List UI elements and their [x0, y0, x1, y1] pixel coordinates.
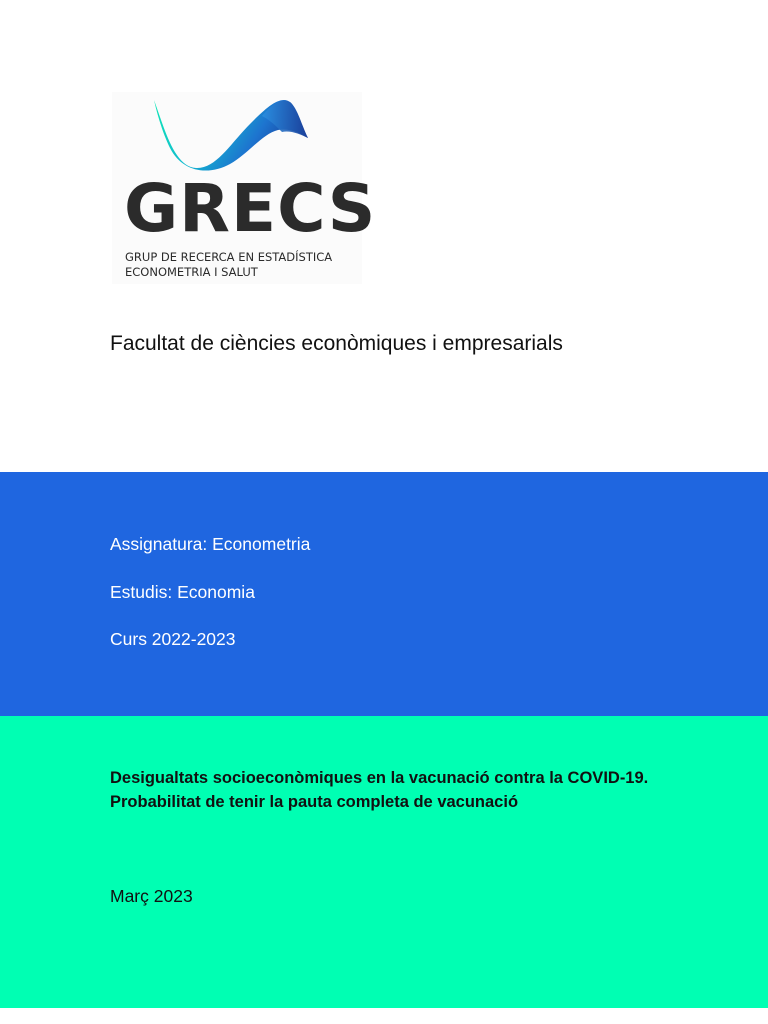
document-title: Desigualtats socioeconòmiques en la vacunació contra la COVID-19. Probabilitat de tenir la pauta completa de vacunació: [110, 769, 649, 811]
faculty-heading: Facultat de ciències econòmiques i empresarials: [110, 332, 563, 355]
logo-subtitle-line-2: ECONOMETRIA I SALUT: [125, 265, 258, 279]
grecs-logo: [112, 92, 377, 284]
logo-subtitle: [125, 250, 332, 280]
logo-subtitle-line-1: GRUP DE RECERCA EN ESTADÍSTICA: [125, 250, 333, 264]
title-band: [0, 716, 768, 1008]
course-info-band: [0, 472, 768, 716]
document-date: Març 2023: [110, 886, 193, 906]
course-year-label: Curs 2022-2023: [110, 629, 236, 649]
studies-label: Estudis: Economia: [110, 582, 255, 602]
wave-logo-icon: [112, 92, 362, 172]
subject-label: Assignatura: Econometria: [110, 534, 311, 554]
logo-wordmark: GRECS: [124, 170, 377, 247]
